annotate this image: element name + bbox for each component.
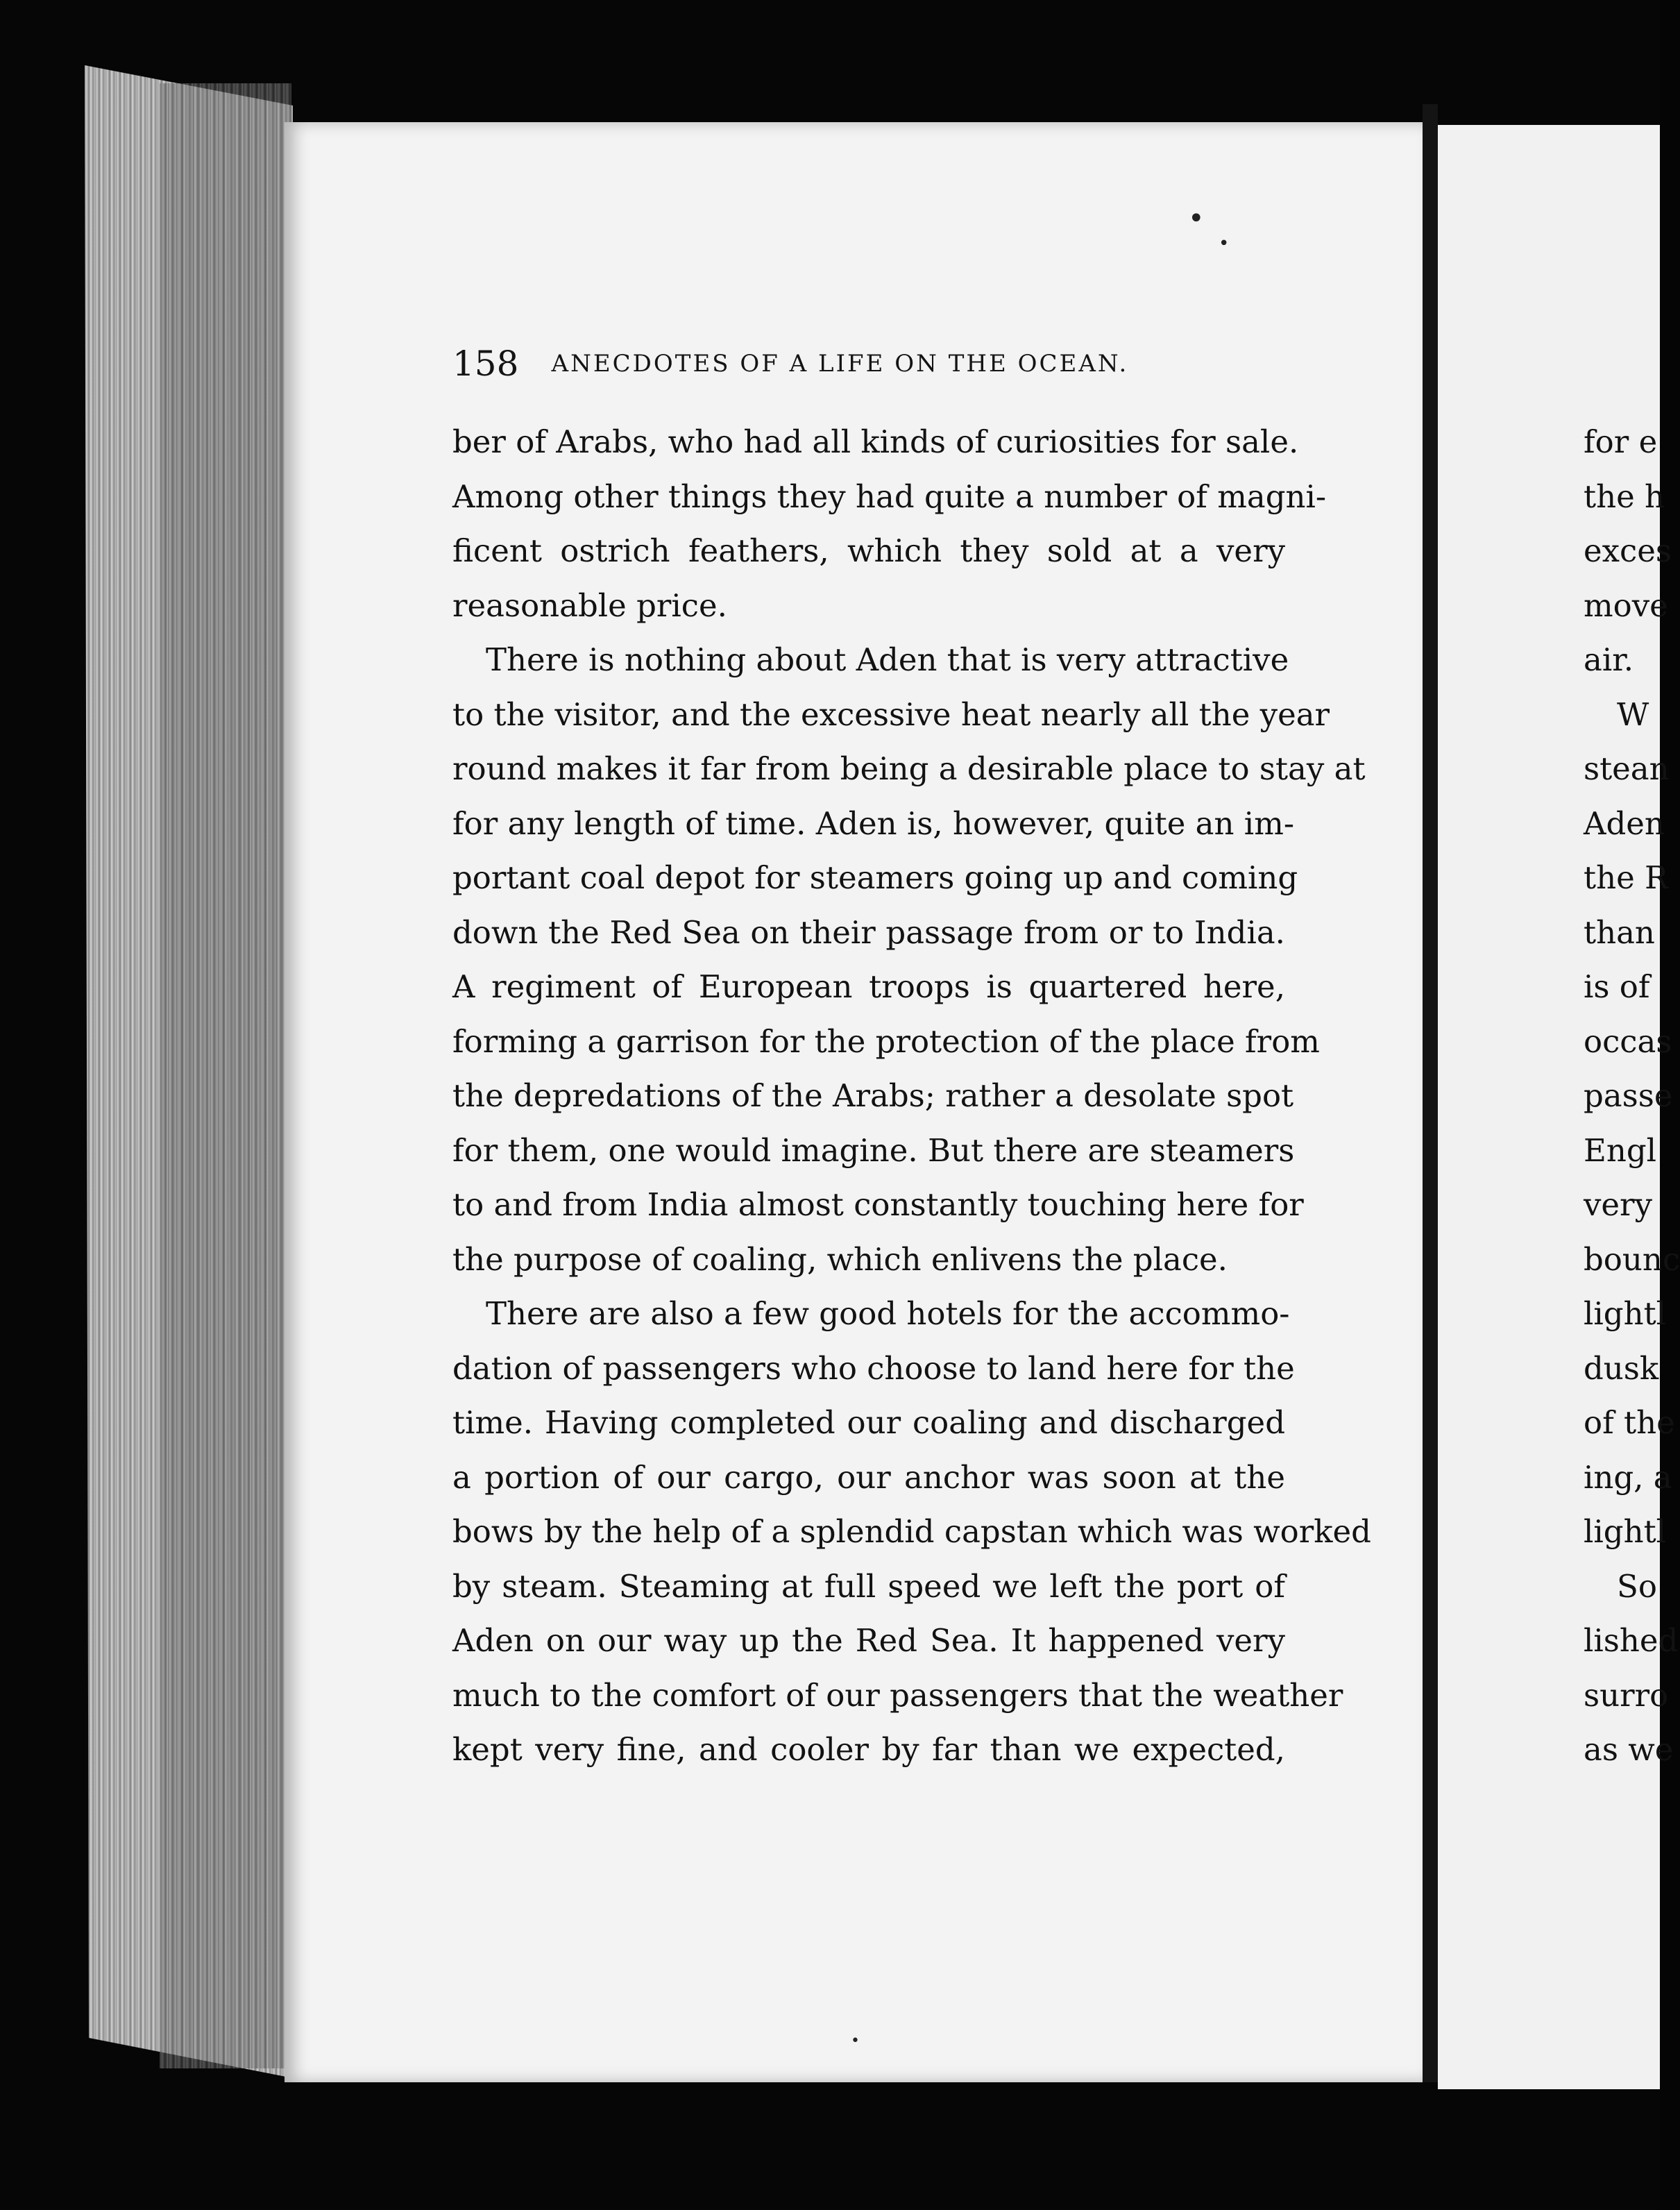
right-text-line: W bbox=[1617, 695, 1649, 733]
text-line: round makes it far from being a desirable place to stay at bbox=[452, 750, 1366, 787]
text-line: to and from India almost constantly touching here for bbox=[452, 1186, 1304, 1223]
text-line: time. Having completed our coaling and discharged bbox=[452, 1404, 1285, 1441]
text-line: the purpose of coaling, which enlivens the place. bbox=[452, 1240, 1228, 1278]
right-text-line: for e bbox=[1584, 423, 1658, 460]
text-line: down the Red Sea on their passage from or to India. bbox=[452, 913, 1285, 951]
text-line: There are also a few good hotels for the accommo- bbox=[486, 1295, 1290, 1332]
running-title: ANECDOTES OF A LIFE ON THE OCEAN. bbox=[551, 350, 1129, 378]
text-line: by steam. Steaming at full speed we left the port of bbox=[452, 1567, 1285, 1605]
text-line: bows by the help of a splendid capstan which was worked bbox=[452, 1513, 1371, 1550]
right-text-line: lightl bbox=[1584, 1513, 1667, 1550]
right-text-line: lished bbox=[1584, 1622, 1679, 1659]
book-page-edges-shadow bbox=[160, 83, 291, 2068]
right-text-line: air. bbox=[1584, 641, 1634, 678]
right-text-line: stean bbox=[1584, 750, 1670, 787]
right-text-line: exces bbox=[1584, 532, 1672, 569]
text-line: much to the comfort of our passengers that the weather bbox=[452, 1676, 1343, 1714]
text-line: for them, one would imagine. But there are steamers bbox=[452, 1131, 1295, 1169]
right-text-line: occas bbox=[1584, 1022, 1672, 1060]
right-text-line: the R bbox=[1584, 859, 1668, 896]
text-line: dation of passengers who choose to land here for the bbox=[452, 1349, 1295, 1387]
right-text-line: move bbox=[1584, 587, 1668, 624]
right-text-line: bounc bbox=[1584, 1240, 1680, 1278]
text-line: Aden on our way up the Red Sea. It happened very bbox=[452, 1622, 1285, 1659]
right-text-line: very bbox=[1584, 1186, 1652, 1223]
text-line: There is nothing about Aden that is very attractive bbox=[486, 641, 1289, 678]
right-text-line: passe bbox=[1584, 1077, 1673, 1114]
right-text-line: Engl bbox=[1584, 1131, 1657, 1169]
right-text-line: lightl bbox=[1584, 1295, 1667, 1332]
book-gutter bbox=[1423, 104, 1438, 2082]
right-text-line: of the bbox=[1584, 1404, 1675, 1441]
text-line: A regiment of European troops is quartered here, bbox=[452, 968, 1285, 1005]
scan-speck: • bbox=[851, 2032, 860, 2050]
body-text bbox=[452, 415, 1371, 1778]
right-text-line: is of bbox=[1584, 968, 1650, 1005]
right-text-line: Aden bbox=[1584, 804, 1665, 842]
text-line: kept very fine, and cooler by far than we expected, bbox=[452, 1731, 1285, 1768]
page-number: 158 bbox=[452, 344, 519, 384]
right-text-line: surro bbox=[1584, 1676, 1669, 1714]
text-line: the depredations of the Arabs; rather a desolate spot bbox=[452, 1077, 1294, 1114]
right-page-text bbox=[1584, 415, 1680, 1778]
text-line: ficent ostrich feathers, which they sold at a very bbox=[452, 532, 1285, 569]
text-line: forming a garrison for the protection of the place from bbox=[452, 1022, 1320, 1060]
text-line: portant coal depot for steamers going up and coming bbox=[452, 859, 1298, 896]
running-head bbox=[452, 344, 1285, 392]
text-line: reasonable price. bbox=[452, 587, 727, 624]
text-line: a portion of our cargo, our anchor was soon at the bbox=[452, 1458, 1285, 1496]
right-text-line: than bbox=[1584, 913, 1655, 951]
text-line: ber of Arabs, who had all kinds of curiosities for sale. bbox=[452, 423, 1299, 460]
scan-speck: • bbox=[1188, 203, 1205, 235]
right-text-line: So bbox=[1617, 1567, 1657, 1605]
right-text-line: the h bbox=[1584, 478, 1665, 515]
right-text-line: dusk bbox=[1584, 1349, 1659, 1387]
right-text-line: ing, a bbox=[1584, 1458, 1672, 1496]
right-text-line: as we bbox=[1584, 1731, 1674, 1768]
text-line: to the visitor, and the excessive heat nearly all the year bbox=[452, 695, 1330, 733]
text-line: for any length of time. Aden is, however, quite an im- bbox=[452, 804, 1295, 842]
text-line: Among other things they had quite a number of magni- bbox=[452, 478, 1327, 515]
scan-speck: • bbox=[1219, 233, 1230, 254]
